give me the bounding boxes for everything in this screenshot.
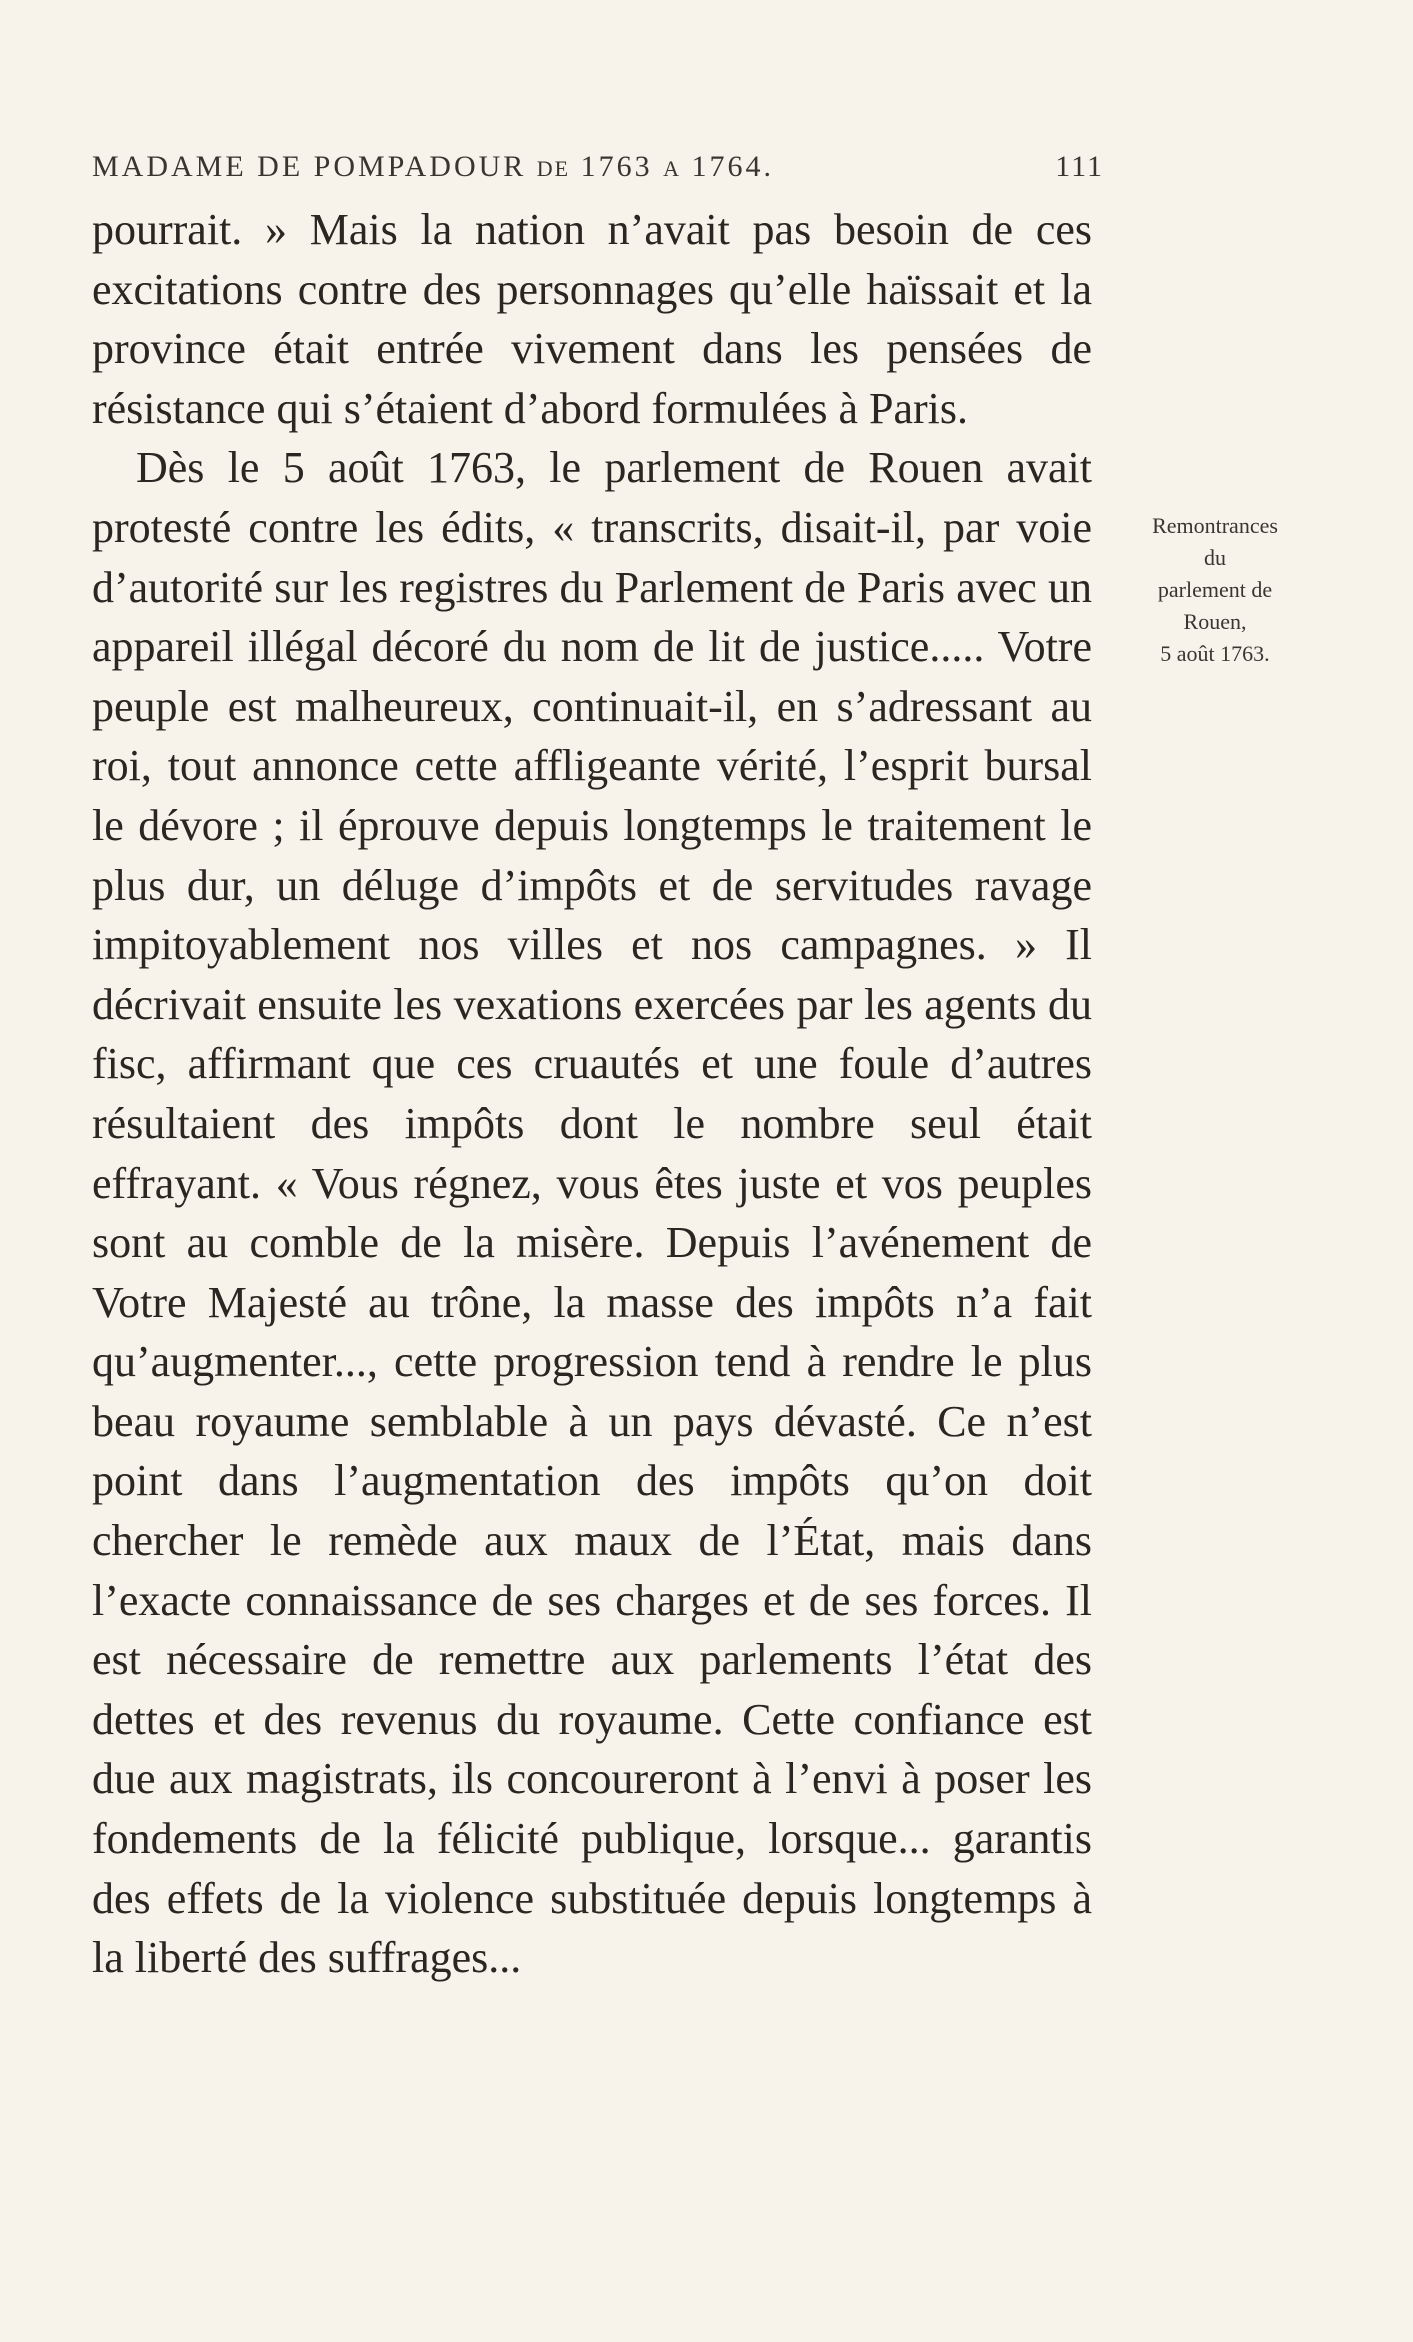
- margin-note: [1120, 510, 1310, 670]
- running-head-main: MADAME DE POMPADOUR: [92, 150, 527, 183]
- paragraph-1: pourrait. » Mais la nation n’avait pas besoin de ces excitations contre des personnages qu’elle haïssait et la province était entrée vivement dans les pensées de résistance qui s’étaient d’abord formulées à Paris.: [92, 205, 1092, 433]
- running-head-a: A: [663, 156, 682, 181]
- running-head: [92, 150, 1104, 190]
- body-text: [92, 200, 1092, 1988]
- margin-note-line: Rouen,: [1183, 609, 1247, 634]
- paragraph-2: Dès le 5 août 1763, le parlement de Rouen avait protesté contre les édits, « transcrits, disait-il, par voie d’autorité sur les registres du Parlement de Paris avec un appareil illégal décoré du nom de lit de justice..... Votre peuple est malheureux, continuait-il, en s’adressant au roi, tout annonce cette affligeante vérité, l’esprit bursal le dévore ; il éprouve depuis longtemps le traitement le plus dur, un déluge d’impôts et de servitudes ravage impitoyablement nos villes et nos campagnes. » Il décrivait ensuite les vexations exercées par les agents du fisc, affirmant que ces cruautés et une foule d’autres résultaient des impôts dont le nombre seul était effrayant. « Vous régnez, vous êtes juste et vos peuples sont au comble de la misère. Depuis l’avénement de Votre Majesté au trône, la masse des impôts n’a fait qu’augmenter..., cette progression tend à rendre le plus beau royaume semblable à un pays dévasté. Ce n’est point dans l’augmentation des impôts qu’on doit chercher le remède aux maux de l’État, mais dans l’exacte connaissance de ses charges et de ses forces. Il est nécessaire de remettre aux parlements l’état des dettes et des revenus du royaume. Cette confiance est due aux magistrats, ils concoureront à l’envi à poser les fondements de la félicité publique, lorsque... garantis des effets de la violence substituée depuis longtemps à la liberté des suffrages...: [92, 443, 1092, 1983]
- margin-note-line: 5 août 1763.: [1160, 641, 1270, 666]
- margin-note-line: du: [1204, 545, 1226, 570]
- margin-note-line: Remontrances: [1152, 513, 1278, 538]
- running-head-de: DE: [536, 156, 571, 181]
- running-head-title: [92, 150, 774, 184]
- running-head-year-start: 1763: [580, 150, 653, 183]
- page-number: 111: [1055, 150, 1104, 183]
- margin-note-line: parlement de: [1157, 577, 1273, 602]
- running-head-year-end: 1764.: [691, 150, 775, 183]
